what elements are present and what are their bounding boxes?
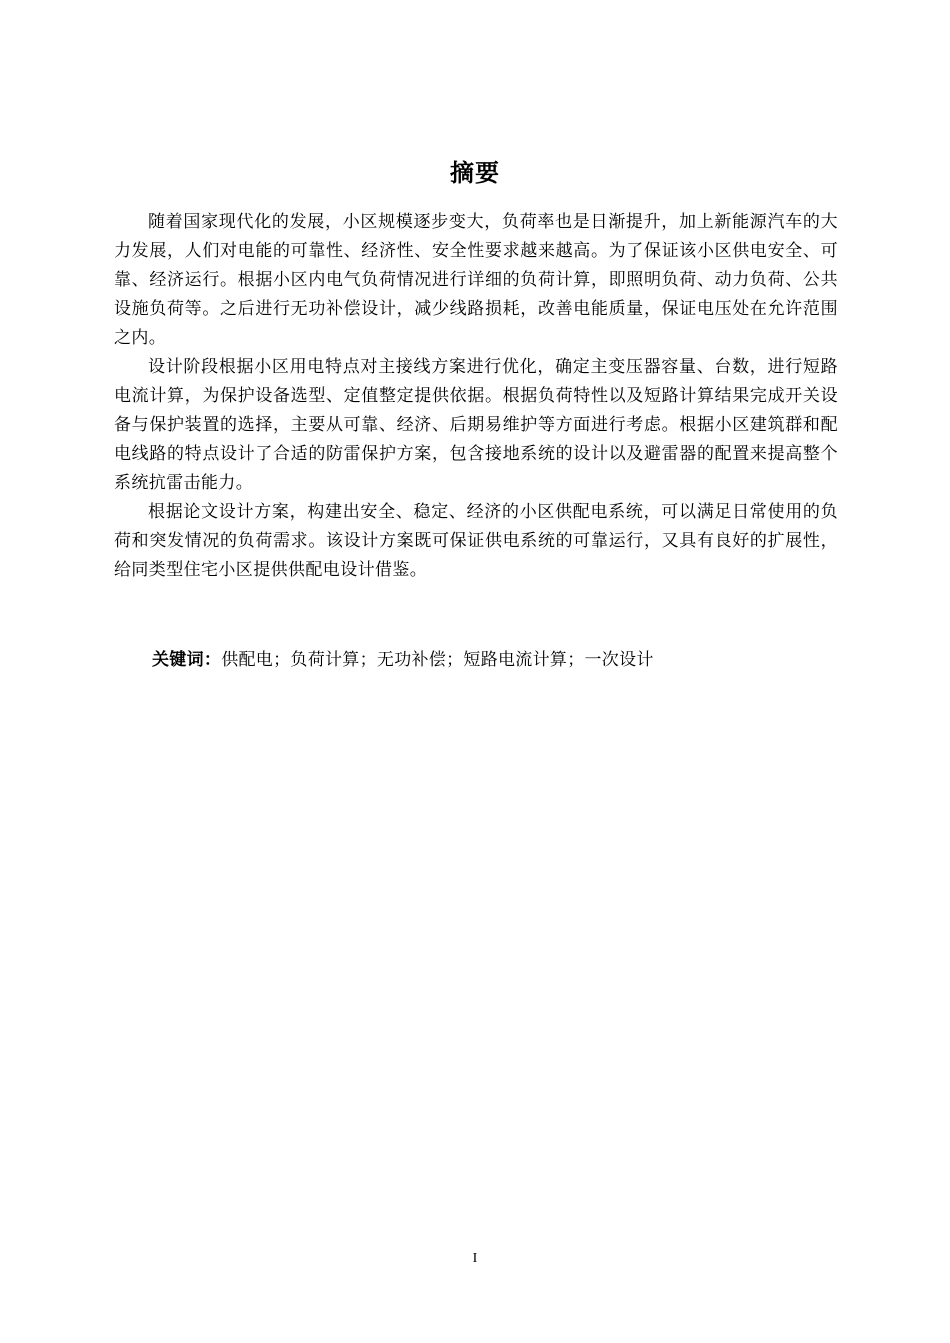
keywords-text: 供配电；负荷计算；无功补偿；短路电流计算；一次设计 [221,650,654,670]
abstract-body [114,208,838,585]
abstract-paragraph-3: 根据论文设计方案，构建出安全、稳定、经济的小区供配电系统，可以满足日常使用的负荷和突发情况的负荷需求。该设计方案既可保证供电系统的可靠运行，又具有良好的扩展性，给同类型住宅小区提供供配电设计借鉴。 [114,502,838,580]
page-number: I [472,1251,478,1266]
page-title: 摘要 [450,159,500,187]
keywords-label: 关键词： [152,650,222,670]
abstract-paragraph-1: 随着国家现代化的发展，小区规模逐步变大，负荷率也是日渐提升，加上新能源汽车的大力发展，人们对电能的可靠性、经济性、安全性要求越来越高。为了保证该小区供电安全、可靠、经济运行。根据小区内电气负荷情况进行详细的负荷计算，即照明负荷、动力负荷、公共设施负荷等。之后进行无功补偿设计，减少线路损耗，改善电能质量，保证电压处在允许范围之内。 [114,212,838,348]
abstract-paragraph-2: 设计阶段根据小区用电特点对主接线方案进行优化，确定主变压器容量、台数，进行短路电流计算，为保护设备选型、定值整定提供依据。根据负荷特性以及短路计算结果完成开关设备与保护装置的选择，主要从可靠、经济、后期易维护等方面进行考虑。根据小区建筑群和配电线路的特点设计了合适的防雷保护方案，包含接地系统的设计以及避雷器的配置来提高整个系统抗雷击能力。 [114,357,838,493]
keywords-line [152,646,852,675]
